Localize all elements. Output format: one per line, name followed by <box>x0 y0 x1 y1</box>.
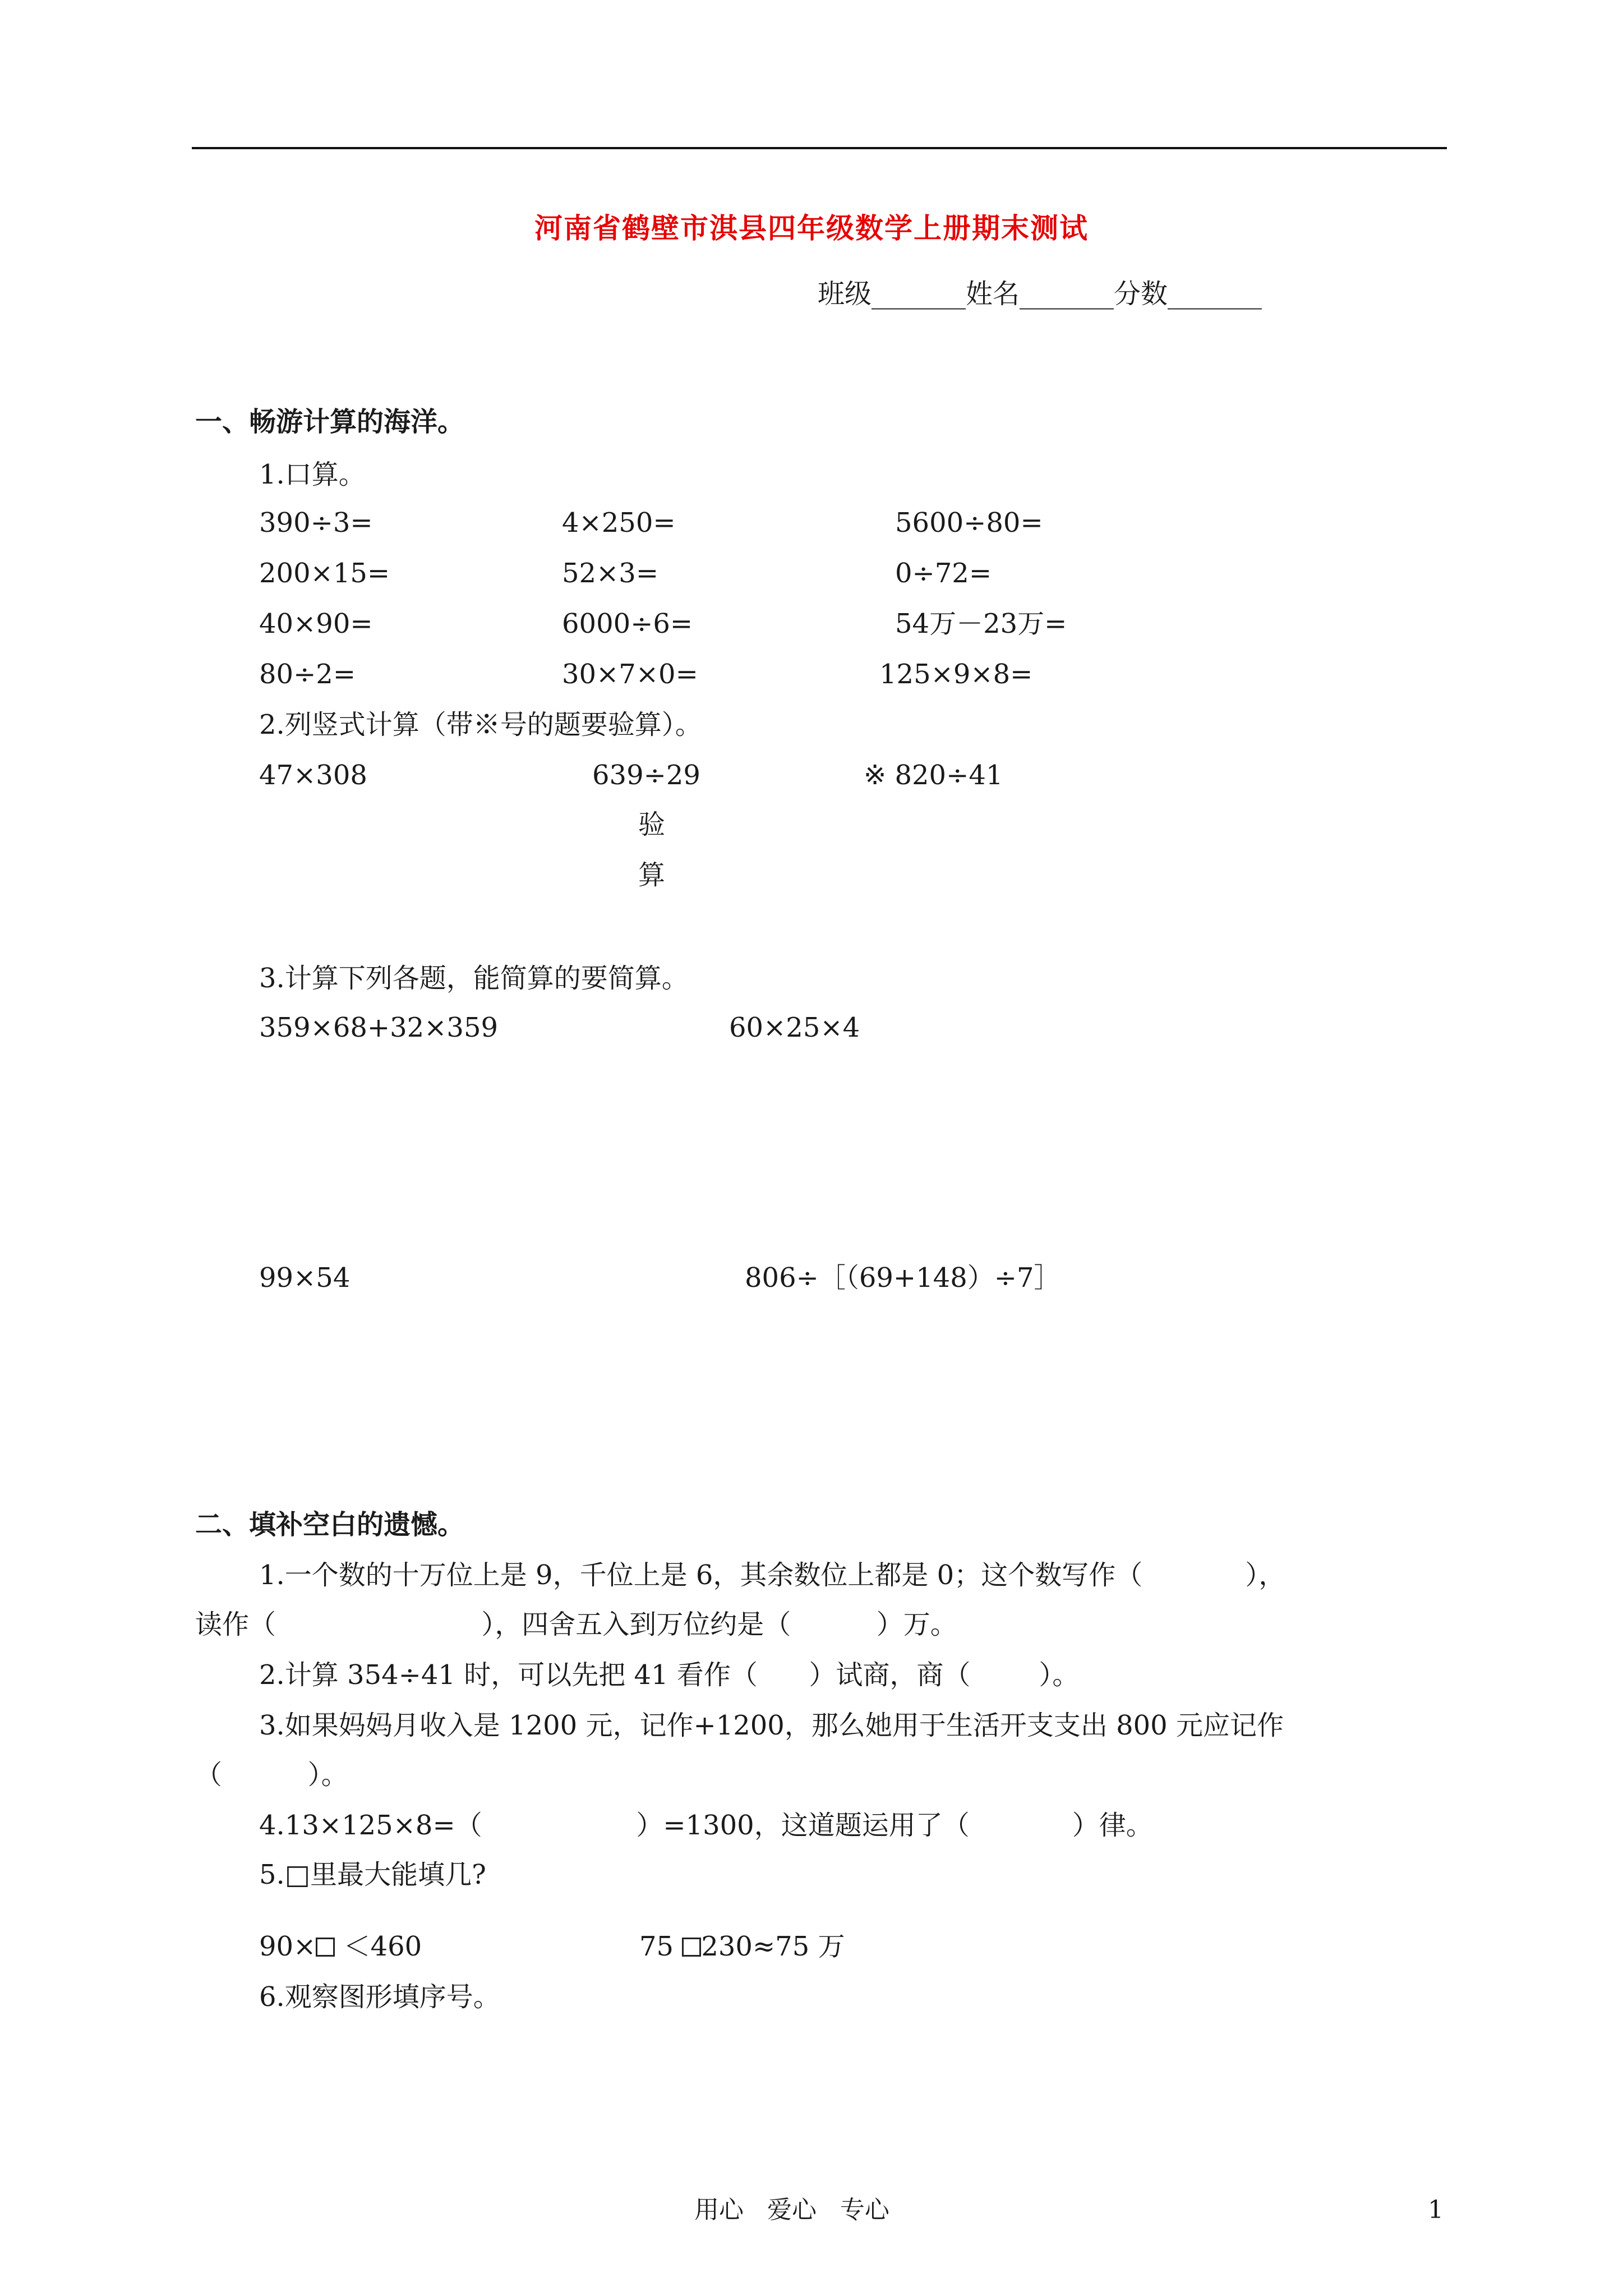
check-label: 算 <box>638 859 666 891</box>
blank-square-icon <box>682 1938 701 1957</box>
oral-calc-item: 52×3= <box>562 558 659 589</box>
fill-q5-item-a <box>259 1933 422 1960</box>
fill-q5: 5.□里最大能填几? <box>259 1859 486 1890</box>
student-info-line: 班级_______姓名_______分数_______ <box>818 278 1262 310</box>
fill-q1-line1: 1.一个数的十万位上是 9，千位上是 6，其余数位上都是 0；这个数写作（ ）， <box>259 1559 1286 1591</box>
document-title: 河南省鹤壁市淇县四年级数学上册期末测试 <box>534 211 1089 245</box>
oral-calc-item: 200×15= <box>259 558 390 589</box>
oral-calc-item: 40×90= <box>259 608 373 639</box>
header-rule <box>192 147 1447 149</box>
footer-motto: 用心 爱心 专心 <box>694 2196 889 2224</box>
fill-q4: 4.13×125×8=（ ）=1300，这道题运用了（ ）律。 <box>259 1810 1153 1841</box>
q1-label: 1.口算。 <box>259 459 366 490</box>
oral-calc-item: 4×250= <box>562 507 676 539</box>
oral-calc-item: 0÷72= <box>895 558 992 589</box>
vertical-calc-item: ※ 820÷41 <box>864 760 1003 791</box>
fill-q5-item-b-left: 75 <box>639 1931 683 1962</box>
fill-q5-item-a-right: ＜460 <box>335 1931 422 1962</box>
fill-q1-line2: 读作（ ），四舍五入到万位约是（ ）万。 <box>195 1609 957 1640</box>
fill-q5-item-b-right: 230≈75 万 <box>701 1931 845 1962</box>
page-number: 1 <box>1428 2196 1444 2224</box>
simplify-calc-item: 359×68+32×359 <box>259 1012 499 1043</box>
vertical-calc-item: 47×308 <box>259 760 367 791</box>
oral-calc-item: 80÷2= <box>259 659 356 690</box>
fill-q2: 2.计算 354÷41 时，可以先把 41 看作（ ）试商，商（ ）。 <box>259 1659 1080 1691</box>
oral-calc-item: 390÷3= <box>259 507 373 539</box>
fill-q5-item-a-left: 90× <box>259 1931 316 1962</box>
q3-label: 3.计算下列各题，能简算的要简算。 <box>259 963 689 994</box>
oral-calc-item: 125×9×8= <box>879 659 1033 690</box>
simplify-calc-item: 60×25×4 <box>729 1012 860 1043</box>
oral-calc-item: 30×7×0= <box>562 659 698 690</box>
fill-q5-item-b <box>639 1933 845 1960</box>
check-label: 验 <box>638 809 666 840</box>
simplify-calc-item: 99×54 <box>259 1262 351 1294</box>
blank-square-icon <box>316 1938 335 1957</box>
simplify-calc-item: 806÷［（69+148）÷7］ <box>745 1262 1061 1294</box>
vertical-calc-item: 639÷29 <box>592 760 700 791</box>
fill-q3-line1: 3.如果妈妈月收入是 1200 元，记作+1200，那么她用于生活开支支出 800 元应记作 <box>259 1710 1284 1741</box>
oral-calc-item: 54万－23万= <box>895 608 1067 639</box>
q2-label: 2.列竖式计算（带※号的题要验算）。 <box>259 709 702 740</box>
section-1-heading: 一、畅游计算的海洋。 <box>195 406 465 438</box>
fill-q3-line2: （ ）。 <box>195 1759 348 1791</box>
fill-q6: 6.观察图形填序号。 <box>259 1981 500 2013</box>
oral-calc-item: 6000÷6= <box>562 608 693 639</box>
oral-calc-item: 5600÷80= <box>895 507 1043 539</box>
section-2-heading: 二、填补空白的遗憾。 <box>195 1509 465 1540</box>
